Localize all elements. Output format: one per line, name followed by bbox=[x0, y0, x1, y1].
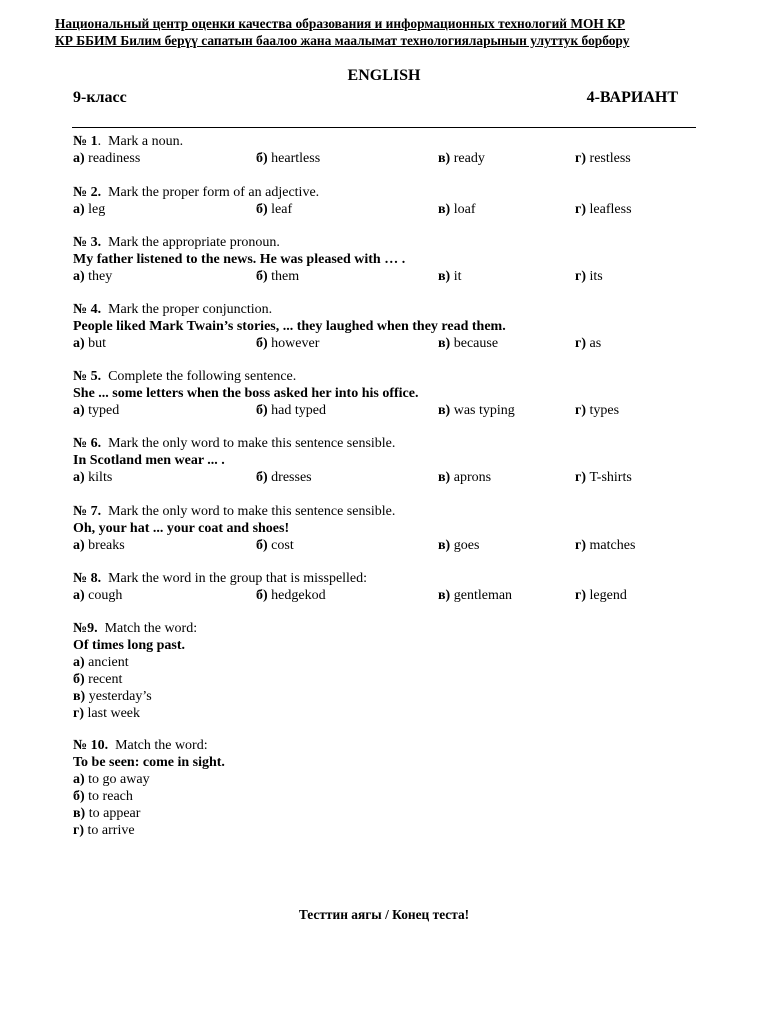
question-text: Match the word: bbox=[104, 621, 198, 636]
question-prompt: № 1. Mark a noun. bbox=[73, 134, 184, 149]
question-stem: My father listened to the news. He was pleased with … . bbox=[73, 252, 406, 267]
header-line-2: КР ББИМ Билим берүү сапатын баалоо жана маалымат технологияларынын улуттук борбору bbox=[55, 33, 630, 48]
option-a[interactable]: а) leg bbox=[73, 202, 106, 217]
option-d[interactable]: г) T-shirts bbox=[575, 470, 632, 485]
question-stem: Of times long past. bbox=[73, 638, 185, 653]
answer-options bbox=[73, 201, 713, 218]
question-prompt bbox=[73, 234, 713, 251]
question-number: № 10. bbox=[73, 738, 109, 753]
header-line-1: Национальный центр оценки качества образования и информационных технологий МОН КР bbox=[55, 16, 626, 31]
question-text: Mark the word in the group that is misspelled: bbox=[108, 571, 368, 586]
option-b[interactable]: б) cost bbox=[256, 538, 294, 553]
answer-options bbox=[73, 268, 713, 285]
question-prompt bbox=[73, 570, 713, 587]
question-text: Mark the only word to make this sentence sensible. bbox=[108, 504, 396, 519]
option-b[interactable]: б) them bbox=[256, 269, 300, 284]
option-b[interactable]: б) heartless bbox=[256, 151, 321, 166]
option-b[interactable]: б) dresses bbox=[256, 470, 312, 485]
question-stem: She ... some letters when the boss asked her into his office. bbox=[73, 386, 419, 401]
option-d[interactable]: г) legend bbox=[575, 588, 627, 603]
question-prompt bbox=[73, 184, 713, 201]
end-of-test-label: Тесттин аягы / Конец теста! bbox=[298, 907, 470, 922]
question-prompt bbox=[73, 301, 713, 318]
question-prompt bbox=[73, 503, 713, 520]
option-b[interactable]: б) recent bbox=[73, 672, 123, 687]
question-text: Mark the proper form of an adjective. bbox=[108, 185, 320, 200]
option-d[interactable]: г) matches bbox=[575, 538, 636, 553]
answer-options bbox=[73, 587, 713, 604]
question-text: Mark the proper conjunction. bbox=[108, 302, 273, 317]
question-prompt bbox=[73, 737, 713, 754]
question-prompt bbox=[73, 368, 713, 385]
option-d[interactable]: г) restless bbox=[575, 151, 631, 166]
answer-options bbox=[73, 402, 713, 419]
option-d[interactable]: г) leafless bbox=[575, 202, 632, 217]
option-c[interactable]: в) loaf bbox=[438, 202, 476, 217]
option-a[interactable]: а) but bbox=[73, 336, 107, 351]
grade-label: 9-класс bbox=[73, 89, 127, 106]
question-3 bbox=[73, 234, 713, 285]
option-c[interactable]: в) ready bbox=[438, 151, 485, 166]
option-b[interactable]: б) to reach bbox=[73, 789, 133, 804]
question-number: № 5. bbox=[73, 369, 102, 384]
question-stem: Oh, your hat ... your coat and shoes! bbox=[73, 521, 290, 536]
option-a[interactable]: а) they bbox=[73, 269, 113, 284]
option-a[interactable]: а) breaks bbox=[73, 538, 125, 553]
question-10 bbox=[73, 737, 713, 839]
option-d[interactable]: г) its bbox=[575, 269, 603, 284]
option-a[interactable]: а) kilts bbox=[73, 470, 113, 485]
option-c[interactable]: в) to appear bbox=[73, 806, 141, 821]
option-b[interactable]: б) hedgekod bbox=[256, 588, 326, 603]
question-text: Mark the appropriate pronoun. bbox=[108, 235, 280, 250]
question-text: Match the word: bbox=[115, 738, 208, 753]
question-number: № 4. bbox=[73, 302, 102, 317]
question-2 bbox=[73, 184, 713, 218]
option-a[interactable]: а) typed bbox=[73, 403, 120, 418]
option-b[interactable]: б) had typed bbox=[256, 403, 326, 418]
question-text: Complete the following sentence. bbox=[108, 369, 297, 384]
option-c[interactable]: в) aprons bbox=[438, 470, 492, 485]
option-a[interactable]: а) readiness bbox=[73, 151, 141, 166]
question-6 bbox=[73, 435, 713, 486]
question-number: № 6. bbox=[73, 436, 102, 451]
variant-label: 4-ВАРИАНТ bbox=[586, 89, 678, 106]
option-a[interactable]: а) ancient bbox=[73, 655, 129, 670]
question-prompt bbox=[73, 620, 713, 637]
answer-options bbox=[73, 150, 713, 167]
answer-options bbox=[73, 335, 713, 352]
question-text: Mark a noun. bbox=[108, 134, 184, 149]
question-number: №9. bbox=[73, 621, 98, 636]
question-stem: In Scotland men wear ... . bbox=[73, 453, 225, 468]
question-8 bbox=[73, 570, 713, 604]
question-text: Mark the only word to make this sentence sensible. bbox=[108, 436, 396, 451]
question-9 bbox=[73, 620, 713, 722]
option-d[interactable]: г) to arrive bbox=[73, 823, 135, 838]
question-stem: To be seen: come in sight. bbox=[73, 755, 225, 770]
institution-header bbox=[55, 15, 695, 49]
question-1 bbox=[73, 133, 713, 167]
question-number: № 8. bbox=[73, 571, 102, 586]
option-a[interactable]: а) cough bbox=[73, 588, 123, 603]
question-number: № 3. bbox=[73, 235, 102, 250]
question-stem: People liked Mark Twain’s stories, ... they laughed when they read them. bbox=[73, 319, 506, 334]
subject-title: ENGLISH bbox=[347, 67, 421, 84]
question-number: № 1 bbox=[73, 134, 98, 149]
option-c[interactable]: в) was typing bbox=[438, 403, 515, 418]
option-c[interactable]: в) because bbox=[438, 336, 499, 351]
option-c[interactable]: в) it bbox=[438, 269, 462, 284]
question-4 bbox=[73, 301, 713, 352]
question-number: № 2. bbox=[73, 185, 102, 200]
question-7 bbox=[73, 503, 713, 554]
option-c[interactable]: в) gentleman bbox=[438, 588, 513, 603]
option-d[interactable]: г) last week bbox=[73, 706, 141, 721]
option-b[interactable]: б) however bbox=[256, 336, 320, 351]
option-d[interactable]: г) types bbox=[575, 403, 620, 418]
answer-options bbox=[73, 469, 713, 486]
question-5 bbox=[73, 368, 713, 419]
answer-options bbox=[73, 537, 713, 554]
option-c[interactable]: в) goes bbox=[438, 538, 480, 553]
option-b[interactable]: б) leaf bbox=[256, 202, 293, 217]
option-d[interactable]: г) as bbox=[575, 336, 602, 351]
option-a[interactable]: а) to go away bbox=[73, 772, 150, 787]
question-number: № 7. bbox=[73, 504, 102, 519]
header-divider bbox=[72, 127, 696, 128]
question-prompt bbox=[73, 435, 713, 452]
option-c[interactable]: в) yesterday’s bbox=[73, 689, 152, 704]
